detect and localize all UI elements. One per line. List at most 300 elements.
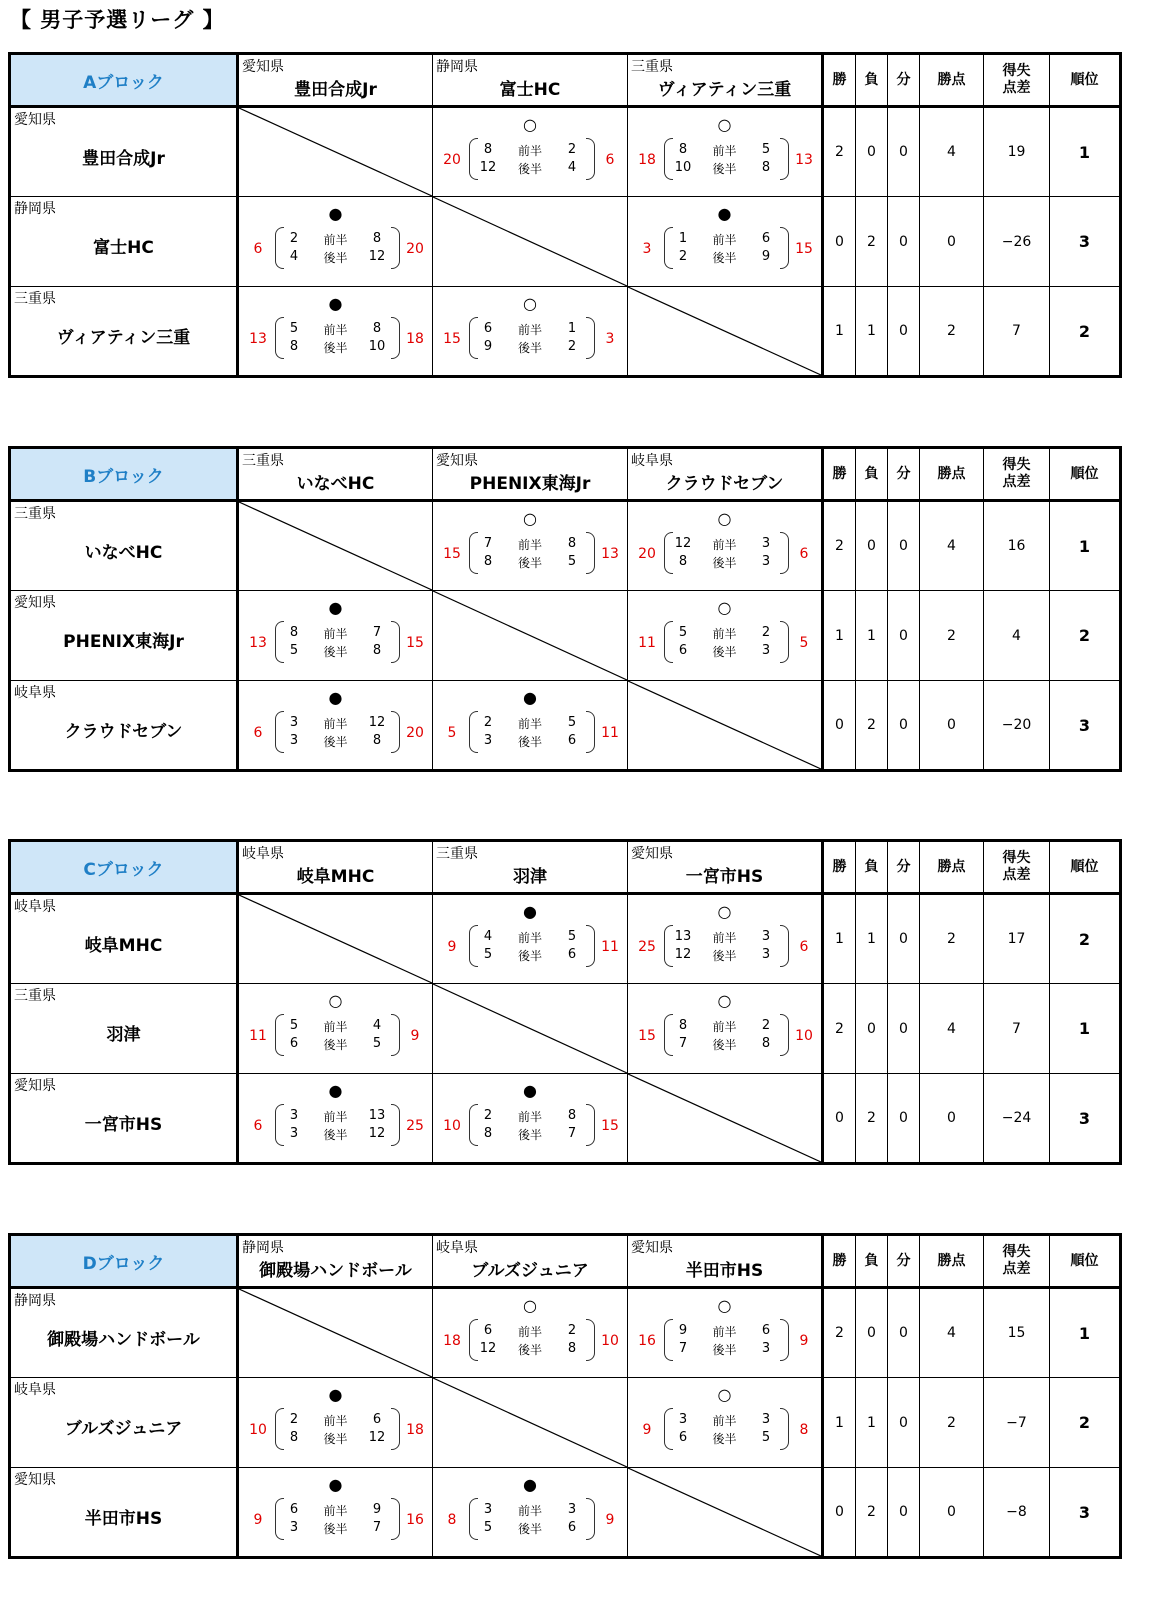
right-bracket-icon bbox=[586, 317, 595, 359]
goal-diff-value: −7 bbox=[984, 1378, 1050, 1468]
table-row bbox=[10, 1378, 1121, 1468]
first-half-label: 前半 bbox=[517, 1110, 542, 1124]
own-total-score: 6 bbox=[253, 725, 263, 741]
goal-diff-value: 17 bbox=[984, 894, 1050, 984]
opp-second-half-score: 8 bbox=[761, 1036, 771, 1051]
wins-value: 1 bbox=[823, 287, 856, 377]
opp-first-half-score: 2 bbox=[761, 625, 771, 640]
first-half-label: 前半 bbox=[517, 717, 542, 731]
team-name: ブルズジュニア bbox=[64, 1419, 183, 1439]
right-bracket-icon bbox=[780, 925, 789, 967]
match-result-cell bbox=[628, 894, 823, 984]
opp-total-score: 15 bbox=[795, 241, 813, 257]
wins-value: 2 bbox=[823, 984, 856, 1074]
table-row bbox=[10, 591, 1121, 681]
rank-value: 1 bbox=[1050, 501, 1121, 591]
own-total-score: 25 bbox=[638, 939, 656, 955]
own-second-half-score: 5 bbox=[289, 643, 299, 658]
points-value: 4 bbox=[920, 501, 984, 591]
own-first-half-score: 2 bbox=[483, 1108, 493, 1123]
losses-value: 0 bbox=[856, 501, 888, 591]
goal-diff-header-line1: 得失 bbox=[1002, 850, 1031, 866]
goal-diff-header-line1: 得失 bbox=[1002, 457, 1031, 473]
own-total-score: 6 bbox=[253, 1118, 263, 1134]
match-result-cell bbox=[238, 1378, 433, 1468]
second-half-label: 後半 bbox=[517, 556, 542, 570]
prefecture-label: 愛知県 bbox=[631, 846, 673, 862]
losses-value: 2 bbox=[856, 197, 888, 287]
table-row bbox=[10, 1074, 1121, 1164]
row-team-header bbox=[10, 287, 238, 377]
second-half-label: 後半 bbox=[517, 162, 542, 176]
match-result-cell bbox=[238, 1468, 433, 1558]
own-total-score: 5 bbox=[447, 725, 457, 741]
own-second-half-score: 6 bbox=[678, 643, 688, 658]
second-half-label: 後半 bbox=[323, 341, 348, 355]
match-result-cell bbox=[628, 1288, 823, 1378]
own-first-half-score: 3 bbox=[289, 1108, 299, 1123]
table-row bbox=[10, 894, 1121, 984]
draws-value: 0 bbox=[888, 1468, 920, 1558]
win-header: 勝 bbox=[823, 1235, 856, 1288]
second-half-label: 後半 bbox=[517, 1128, 542, 1142]
match-result-cell bbox=[433, 107, 628, 197]
prefecture-label: 三重県 bbox=[436, 846, 478, 862]
own-total-score: 9 bbox=[642, 1422, 652, 1438]
own-second-half-score: 3 bbox=[483, 733, 493, 748]
diagonal-line bbox=[628, 1074, 821, 1162]
rank-value: 2 bbox=[1050, 1378, 1121, 1468]
losses-value: 1 bbox=[856, 287, 888, 377]
row-team-header bbox=[10, 501, 238, 591]
win-mark-icon: ○ bbox=[717, 1385, 732, 1404]
points-header: 勝点 bbox=[920, 841, 984, 894]
own-second-half-score: 8 bbox=[289, 1430, 299, 1445]
opp-total-score: 18 bbox=[406, 1422, 424, 1438]
own-first-half-score: 2 bbox=[483, 715, 493, 730]
self-match-cell bbox=[433, 984, 628, 1074]
second-half-label: 後半 bbox=[323, 735, 348, 749]
second-half-label: 後半 bbox=[323, 1128, 348, 1142]
goal-diff-header-line2: 点差 bbox=[1002, 80, 1031, 96]
first-half-label: 前半 bbox=[323, 1504, 348, 1518]
opp-first-half-score: 4 bbox=[372, 1018, 382, 1033]
goal-diff-header bbox=[984, 54, 1050, 107]
right-bracket-icon bbox=[586, 925, 595, 967]
own-first-half-score: 6 bbox=[483, 1323, 493, 1338]
second-half-label: 後半 bbox=[323, 1522, 348, 1536]
second-half-label: 後半 bbox=[712, 1432, 737, 1446]
own-total-score: 15 bbox=[638, 1028, 656, 1044]
opp-first-half-score: 5 bbox=[567, 929, 577, 944]
own-first-half-score: 2 bbox=[289, 1412, 299, 1427]
row-team-header bbox=[10, 1074, 238, 1164]
opp-total-score: 16 bbox=[406, 1512, 424, 1528]
second-half-label: 後半 bbox=[712, 1038, 737, 1052]
points-value: 2 bbox=[920, 894, 984, 984]
draws-value: 0 bbox=[888, 287, 920, 377]
points-header: 勝点 bbox=[920, 448, 984, 501]
prefecture-label: 愛知県 bbox=[242, 59, 284, 75]
own-total-score: 9 bbox=[253, 1512, 263, 1528]
goal-diff-header-line2: 点差 bbox=[1002, 1261, 1031, 1277]
own-first-half-score: 3 bbox=[483, 1502, 493, 1517]
own-second-half-score: 10 bbox=[674, 160, 692, 175]
opp-second-half-score: 8 bbox=[372, 643, 382, 658]
opp-second-half-score: 3 bbox=[761, 554, 771, 569]
own-total-score: 16 bbox=[638, 1333, 656, 1349]
win-header: 勝 bbox=[823, 54, 856, 107]
opp-first-half-score: 1 bbox=[567, 321, 577, 336]
second-half-label: 後半 bbox=[323, 1038, 348, 1052]
opp-second-half-score: 3 bbox=[761, 643, 771, 658]
match-result-cell bbox=[238, 287, 433, 377]
opp-total-score: 6 bbox=[799, 546, 809, 562]
opp-second-half-score: 4 bbox=[567, 160, 577, 175]
points-value: 4 bbox=[920, 984, 984, 1074]
column-team-header bbox=[433, 841, 628, 894]
match-result-cell bbox=[628, 107, 823, 197]
own-second-half-score: 8 bbox=[483, 554, 493, 569]
own-second-half-score: 5 bbox=[483, 947, 493, 962]
opp-second-half-score: 3 bbox=[761, 1341, 771, 1356]
prefecture-label: 三重県 bbox=[631, 59, 673, 75]
match-result-cell bbox=[433, 1074, 628, 1164]
column-team-header bbox=[628, 1235, 823, 1288]
opp-total-score: 15 bbox=[406, 635, 424, 651]
own-total-score: 3 bbox=[642, 241, 652, 257]
first-half-label: 前半 bbox=[712, 538, 737, 552]
prefecture-label: 三重県 bbox=[242, 453, 284, 469]
block-table bbox=[8, 446, 1122, 772]
opp-first-half-score: 6 bbox=[761, 231, 771, 246]
prefecture-label: 愛知県 bbox=[14, 595, 56, 611]
table-row bbox=[10, 501, 1121, 591]
win-mark-icon: ○ bbox=[717, 115, 732, 134]
opp-total-score: 11 bbox=[601, 725, 619, 741]
loss-mark-icon: ● bbox=[523, 902, 537, 921]
second-half-label: 後半 bbox=[517, 341, 542, 355]
opp-first-half-score: 6 bbox=[761, 1323, 771, 1338]
draws-value: 0 bbox=[888, 1288, 920, 1378]
rank-header: 順位 bbox=[1050, 54, 1121, 107]
wins-value: 1 bbox=[823, 591, 856, 681]
opp-total-score: 15 bbox=[601, 1118, 619, 1134]
first-half-label: 前半 bbox=[517, 144, 542, 158]
first-half-label: 前半 bbox=[323, 233, 348, 247]
own-total-score: 18 bbox=[443, 1333, 461, 1349]
loss-mark-icon: ● bbox=[523, 1475, 537, 1494]
rank-value: 2 bbox=[1050, 894, 1121, 984]
team-name: PHENIX東海Jr bbox=[469, 474, 591, 494]
match-result-cell bbox=[433, 894, 628, 984]
win-mark-icon: ○ bbox=[523, 509, 537, 528]
diagonal-line bbox=[239, 502, 432, 590]
team-name: 富士HC bbox=[93, 238, 154, 258]
own-total-score: 15 bbox=[443, 546, 461, 562]
match-result-cell bbox=[628, 197, 823, 287]
block-label: Dブロック bbox=[10, 1235, 238, 1288]
own-first-half-score: 12 bbox=[674, 536, 692, 551]
prefecture-label: 岐阜県 bbox=[631, 453, 673, 469]
self-match-cell bbox=[433, 591, 628, 681]
right-bracket-icon bbox=[391, 1408, 400, 1450]
team-name: 羽津 bbox=[513, 867, 547, 887]
own-second-half-score: 3 bbox=[289, 733, 299, 748]
table-row bbox=[10, 107, 1121, 197]
first-half-label: 前半 bbox=[323, 627, 348, 641]
team-name: 富士HC bbox=[499, 80, 561, 100]
goal-diff-value: −8 bbox=[984, 1468, 1050, 1558]
match-result-cell bbox=[238, 681, 433, 771]
points-header: 勝点 bbox=[920, 54, 984, 107]
opp-total-score: 20 bbox=[406, 725, 424, 741]
table-row bbox=[10, 681, 1121, 771]
diagonal-line bbox=[239, 895, 432, 983]
opp-first-half-score: 5 bbox=[567, 715, 577, 730]
team-name: 半田市HS bbox=[685, 1261, 764, 1281]
own-total-score: 18 bbox=[638, 152, 656, 168]
losses-value: 1 bbox=[856, 591, 888, 681]
match-result-cell bbox=[433, 1468, 628, 1558]
opp-first-half-score: 6 bbox=[372, 1412, 382, 1427]
opp-first-half-score: 3 bbox=[761, 929, 771, 944]
team-name: ブルズジュニア bbox=[471, 1261, 589, 1281]
opp-total-score: 13 bbox=[601, 546, 619, 562]
rank-value: 3 bbox=[1050, 197, 1121, 287]
draws-value: 0 bbox=[888, 894, 920, 984]
points-value: 2 bbox=[920, 1378, 984, 1468]
second-half-label: 後半 bbox=[323, 251, 348, 265]
block-table bbox=[8, 839, 1122, 1165]
own-total-score: 13 bbox=[249, 331, 267, 347]
opp-total-score: 10 bbox=[601, 1333, 619, 1349]
team-name: いなべHC bbox=[296, 474, 375, 494]
opp-second-half-score: 7 bbox=[567, 1126, 577, 1141]
wins-value: 0 bbox=[823, 1468, 856, 1558]
opp-total-score: 11 bbox=[601, 939, 619, 955]
own-first-half-score: 5 bbox=[289, 1018, 299, 1033]
wins-value: 2 bbox=[823, 501, 856, 591]
losses-value: 0 bbox=[856, 984, 888, 1074]
own-second-half-score: 6 bbox=[678, 1430, 688, 1445]
opp-total-score: 9 bbox=[410, 1028, 420, 1044]
prefecture-label: 三重県 bbox=[14, 988, 56, 1004]
loss-mark-icon: ● bbox=[523, 688, 537, 707]
prefecture-label: 静岡県 bbox=[242, 1240, 284, 1256]
match-result-cell bbox=[628, 1378, 823, 1468]
column-team-header bbox=[238, 448, 433, 501]
right-bracket-icon bbox=[780, 227, 789, 269]
opp-second-half-score: 7 bbox=[372, 1520, 382, 1535]
second-half-label: 後半 bbox=[712, 162, 737, 176]
row-team-header bbox=[10, 1288, 238, 1378]
first-half-label: 前半 bbox=[323, 1110, 348, 1124]
opp-first-half-score: 2 bbox=[761, 1018, 771, 1033]
right-bracket-icon bbox=[586, 1498, 595, 1540]
goal-diff-value: 7 bbox=[984, 984, 1050, 1074]
own-second-half-score: 3 bbox=[289, 1126, 299, 1141]
first-half-label: 前半 bbox=[712, 1020, 737, 1034]
diagonal-line bbox=[628, 1468, 821, 1556]
opp-second-half-score: 10 bbox=[368, 339, 386, 354]
win-header: 勝 bbox=[823, 448, 856, 501]
self-match-cell bbox=[628, 1074, 823, 1164]
team-name: 豊田合成Jr bbox=[294, 80, 377, 100]
goal-diff-header-line2: 点差 bbox=[1002, 474, 1031, 490]
own-second-half-score: 6 bbox=[289, 1036, 299, 1051]
right-bracket-icon bbox=[391, 711, 400, 753]
column-team-header bbox=[628, 54, 823, 107]
team-name: 一宮市HS bbox=[685, 867, 764, 887]
prefecture-label: 三重県 bbox=[14, 506, 56, 522]
rank-value: 3 bbox=[1050, 681, 1121, 771]
opp-second-half-score: 5 bbox=[761, 1430, 771, 1445]
column-team-header bbox=[238, 841, 433, 894]
opp-first-half-score: 9 bbox=[372, 1502, 382, 1517]
own-first-half-score: 2 bbox=[289, 231, 299, 246]
diagonal-line bbox=[239, 108, 432, 196]
own-first-half-score: 5 bbox=[678, 625, 688, 640]
draws-value: 0 bbox=[888, 1378, 920, 1468]
draws-value: 0 bbox=[888, 501, 920, 591]
points-value: 2 bbox=[920, 287, 984, 377]
right-bracket-icon bbox=[780, 1408, 789, 1450]
second-half-label: 後半 bbox=[712, 556, 737, 570]
loss-mark-icon: ● bbox=[328, 598, 343, 617]
win-mark-icon: ○ bbox=[717, 598, 732, 617]
opp-total-score: 25 bbox=[406, 1118, 424, 1134]
second-half-label: 後半 bbox=[517, 1522, 542, 1536]
opp-first-half-score: 7 bbox=[372, 625, 382, 640]
own-total-score: 10 bbox=[443, 1118, 461, 1134]
first-half-label: 前半 bbox=[712, 1325, 737, 1339]
own-second-half-score: 5 bbox=[483, 1520, 493, 1535]
win-mark-icon: ○ bbox=[523, 115, 537, 134]
opp-second-half-score: 8 bbox=[567, 1341, 577, 1356]
own-second-half-score: 3 bbox=[289, 1520, 299, 1535]
points-value: 0 bbox=[920, 1468, 984, 1558]
right-bracket-icon bbox=[391, 621, 400, 663]
points-value: 4 bbox=[920, 1288, 984, 1378]
loss-mark-icon: ● bbox=[328, 1385, 343, 1404]
right-bracket-icon bbox=[780, 1319, 789, 1361]
losses-value: 1 bbox=[856, 894, 888, 984]
opp-second-half-score: 5 bbox=[372, 1036, 382, 1051]
prefecture-label: 岐阜県 bbox=[14, 1382, 56, 1398]
win-mark-icon: ○ bbox=[328, 991, 343, 1010]
right-bracket-icon bbox=[586, 1319, 595, 1361]
loss-header: 負 bbox=[856, 448, 888, 501]
right-bracket-icon bbox=[780, 138, 789, 180]
block-label: Cブロック bbox=[10, 841, 238, 894]
own-total-score: 11 bbox=[249, 1028, 267, 1044]
table-row bbox=[10, 287, 1121, 377]
own-first-half-score: 8 bbox=[289, 625, 299, 640]
own-total-score: 15 bbox=[443, 331, 461, 347]
prefecture-label: 愛知県 bbox=[436, 453, 478, 469]
right-bracket-icon bbox=[586, 532, 595, 574]
row-team-header bbox=[10, 1378, 238, 1468]
losses-value: 2 bbox=[856, 681, 888, 771]
self-match-cell bbox=[238, 894, 433, 984]
row-team-header bbox=[10, 591, 238, 681]
own-second-half-score: 12 bbox=[479, 1341, 497, 1356]
team-name: クラウドセブン bbox=[665, 474, 784, 494]
own-total-score: 6 bbox=[253, 241, 263, 257]
block-table bbox=[8, 1233, 1122, 1559]
right-bracket-icon bbox=[780, 1014, 789, 1056]
column-team-header bbox=[238, 54, 433, 107]
own-first-half-score: 6 bbox=[289, 1502, 299, 1517]
wins-value: 2 bbox=[823, 1288, 856, 1378]
second-half-label: 後半 bbox=[517, 735, 542, 749]
diagonal-line bbox=[433, 197, 627, 286]
table-row bbox=[10, 984, 1121, 1074]
row-team-header bbox=[10, 1468, 238, 1558]
row-team-header bbox=[10, 197, 238, 287]
prefecture-label: 静岡県 bbox=[436, 59, 478, 75]
table-row bbox=[10, 1468, 1121, 1558]
opp-total-score: 6 bbox=[605, 152, 615, 168]
own-first-half-score: 8 bbox=[678, 142, 688, 157]
opp-total-score: 13 bbox=[795, 152, 813, 168]
goal-diff-value: −20 bbox=[984, 681, 1050, 771]
loss-mark-icon: ● bbox=[328, 204, 343, 223]
goal-diff-value: 7 bbox=[984, 287, 1050, 377]
self-match-cell bbox=[628, 681, 823, 771]
losses-value: 0 bbox=[856, 107, 888, 197]
first-half-label: 前半 bbox=[712, 931, 737, 945]
win-mark-icon: ○ bbox=[523, 1296, 537, 1315]
points-value: 4 bbox=[920, 107, 984, 197]
prefecture-label: 愛知県 bbox=[14, 1472, 56, 1488]
opp-first-half-score: 8 bbox=[567, 536, 577, 551]
own-first-half-score: 6 bbox=[483, 321, 493, 336]
right-bracket-icon bbox=[391, 227, 400, 269]
column-team-header bbox=[628, 448, 823, 501]
right-bracket-icon bbox=[391, 317, 400, 359]
opp-second-half-score: 6 bbox=[567, 733, 577, 748]
table-row bbox=[10, 197, 1121, 287]
first-half-label: 前半 bbox=[517, 931, 542, 945]
opp-second-half-score: 3 bbox=[761, 947, 771, 962]
own-second-half-score: 8 bbox=[483, 1126, 493, 1141]
opp-total-score: 3 bbox=[605, 331, 615, 347]
own-total-score: 9 bbox=[447, 939, 457, 955]
opp-total-score: 18 bbox=[406, 331, 424, 347]
goal-diff-header-line1: 得失 bbox=[1002, 1244, 1031, 1260]
first-half-label: 前半 bbox=[712, 1414, 737, 1428]
team-name: 羽津 bbox=[106, 1025, 141, 1045]
match-result-cell bbox=[628, 501, 823, 591]
second-half-label: 後半 bbox=[517, 1343, 542, 1357]
draws-value: 0 bbox=[888, 197, 920, 287]
self-match-cell bbox=[628, 1468, 823, 1558]
opp-second-half-score: 8 bbox=[761, 160, 771, 175]
first-half-label: 前半 bbox=[517, 538, 542, 552]
points-value: 0 bbox=[920, 197, 984, 287]
right-bracket-icon bbox=[780, 532, 789, 574]
draws-value: 0 bbox=[888, 984, 920, 1074]
draw-header: 分 bbox=[888, 448, 920, 501]
opp-second-half-score: 5 bbox=[567, 554, 577, 569]
opp-total-score: 9 bbox=[605, 1512, 615, 1528]
team-name: ヴィアティン三重 bbox=[56, 328, 191, 348]
opp-first-half-score: 12 bbox=[368, 715, 386, 730]
column-team-header bbox=[238, 1235, 433, 1288]
goal-diff-value: 16 bbox=[984, 501, 1050, 591]
